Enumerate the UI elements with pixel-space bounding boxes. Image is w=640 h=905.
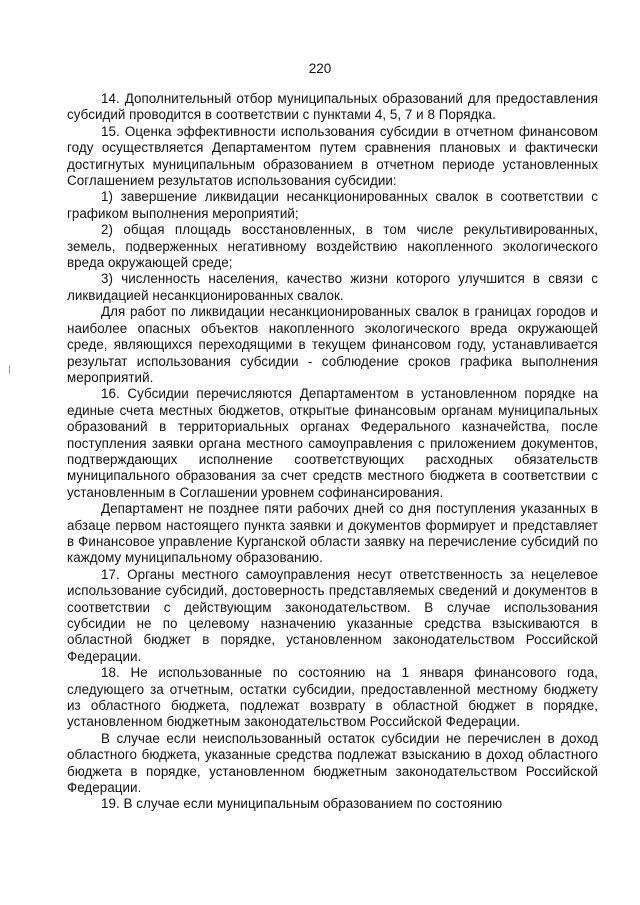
paragraph-15-item-2: 2) общая площадь восстановленных, в том числе рекультивированных, земель, подверженных негативному воздействию накопленного экологического вреда окружающей среде; <box>67 222 598 271</box>
paragraph-14: 14. Дополнительный отбор муниципальных образований для предоставления субсидий проводится в соответствии с пунктами 4, 5, 7 и 8 Порядка. <box>67 91 598 123</box>
paragraph-16: 16. Субсидии перечисляются Департаментом в установленном порядке на единые счета местных бюджетов, открытые финансовым органам муниципальных образований в территориальных органах Федерального казначейства, после поступления заявки органа местного самоуправления с приложением документов, подтверждающих исполнение соответствующих расходных обязательств муниципального образования за счет средств местного бюджета в соответствии с установленным в Соглашении уровнем софинансирования. <box>67 386 598 500</box>
page-number: 220 <box>308 61 332 76</box>
paragraph-15-note: Для работ по ликвидации несанкционированных свалок в границах городов и наиболее опасных объектов накопленного экологического вреда окружающей среде, являющихся переходящими в текущем финансовом году, устанавливается результат использования субсидии - соблюдение сроков графика выполнения мероприятий. <box>67 304 598 385</box>
paragraph-15-item-1: 1) завершение ликвидации несанкционированных свалок в соответствии с графиком выполнения мероприятий; <box>67 189 598 221</box>
paragraph-16-note: Департамент не позднее пяти рабочих дней со дня поступления указанных в абзаце первом настоящего пункта заявки и документов формирует и представляет в Финансовое управление Курганской области заявку на перечисление субсидий по каждому муниципальному образованию. <box>67 501 598 566</box>
paragraph-19: 19. В случае если муниципальным образованием по состоянию <box>101 796 503 812</box>
paragraph-17: 17. Органы местного самоуправления несут ответственность за нецелевое использование субсидий, достоверность представляемых сведений и документов в соответствии с действующим законодательством. В случае использования субсидии не по целевому назначению указанные средства взыскиваются в областной бюджет в порядке, установленном законодательством Российской Федерации. <box>67 566 598 664</box>
paragraph-15: 15. Оценка эффективности использования субсидии в отчетном финансовом году осуществляется Департаментом путем сравнения плановых и фактически достигнутых муниципальным образованием в отчетном периоде установленных Соглашением результатов использования субсидии: <box>67 123 598 189</box>
margin-mark <box>9 365 10 374</box>
paragraph-18-note: В случае если неиспользованный остаток субсидии не перечислен в доход областного бюджета, указанные средства подлежат взысканию в доход областного бюджета в порядке, установленном бюджетным законодательством Российской Федерации. <box>67 730 598 796</box>
document-body <box>67 91 598 813</box>
paragraph-18: 18. Не использованные по состоянию на 1 января финансового года, следующего за отчетным, остатки субсидии, предоставленной местному бюджету из областного бюджета, подлежат возврату в областной бюджет в порядке, установленном бюджетным законодательством Российской Федерации. <box>67 665 598 730</box>
paragraph-15-item-3: 3) численность населения, качество жизни которого улучшится в связи с ликвидацией несанкционированных свалок. <box>67 271 598 303</box>
